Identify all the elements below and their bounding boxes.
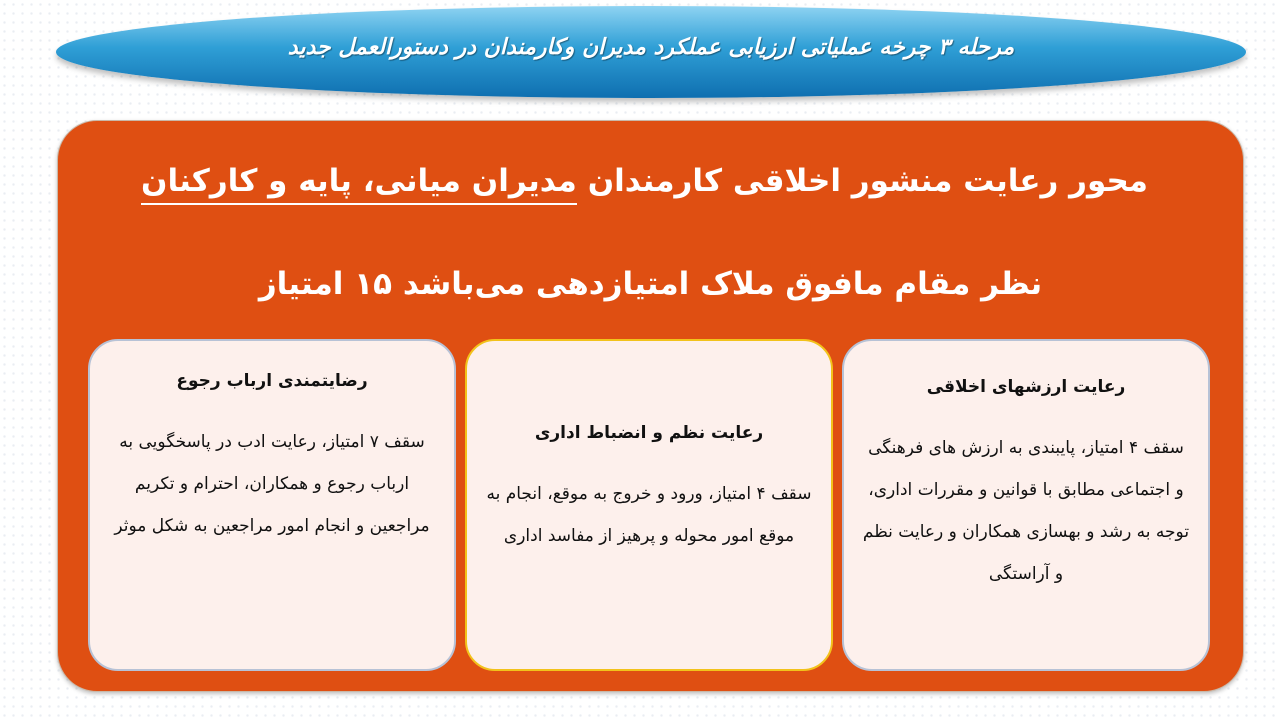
card-body: سقف ۷ امتیاز، رعایت ادب در پاسخگویی به ارباب رجوع و همکاران، احترام و تکریم مراجعین و انجام امور مراجعین به شکل موثر [114, 432, 430, 536]
card-client-satisfaction [88, 339, 456, 671]
card-discipline [465, 339, 833, 671]
card-title: رعایت نظم و انضباط اداری [534, 423, 764, 443]
axis-heading-underlined: مدیران میانی، پایه و کارکنان [141, 163, 577, 205]
header-banner [56, 6, 1246, 98]
card-title: رضایتمندی ارباب رجوع [176, 371, 368, 391]
card-body: سقف ۴ امتیاز، ورود و خروج به موقع، انجام به موقع امور محوله و پرهیز از مفاسد اداری [486, 484, 812, 546]
slide-title: مرحله ۳ چرخه عملیاتی ارزیابی عملکرد مدیران وکارمندان در دستورالعمل جدید [287, 34, 1015, 60]
main-panel [57, 120, 1244, 692]
axis-heading-prefix: محور رعایت منشور اخلاقی کارمندان [587, 163, 1148, 199]
card-ethical-values [842, 339, 1210, 671]
card-body: سقف ۴ امتیاز، پایبندی به ارزش های فرهنگی و اجتماعی مطابق با قوانین و مقررات اداری، توجه به رشد و بهسازی همکاران و رعایت نظم و آراستگی [862, 438, 1190, 584]
scoring-criterion-heading: نظر مقام مافوق ملاک امتیازدهی می‌باشد ۱۵ امتیاز [258, 266, 1043, 302]
card-title: رعایت ارزشهای اخلاقی [926, 377, 1126, 397]
axis-heading [141, 163, 1148, 199]
